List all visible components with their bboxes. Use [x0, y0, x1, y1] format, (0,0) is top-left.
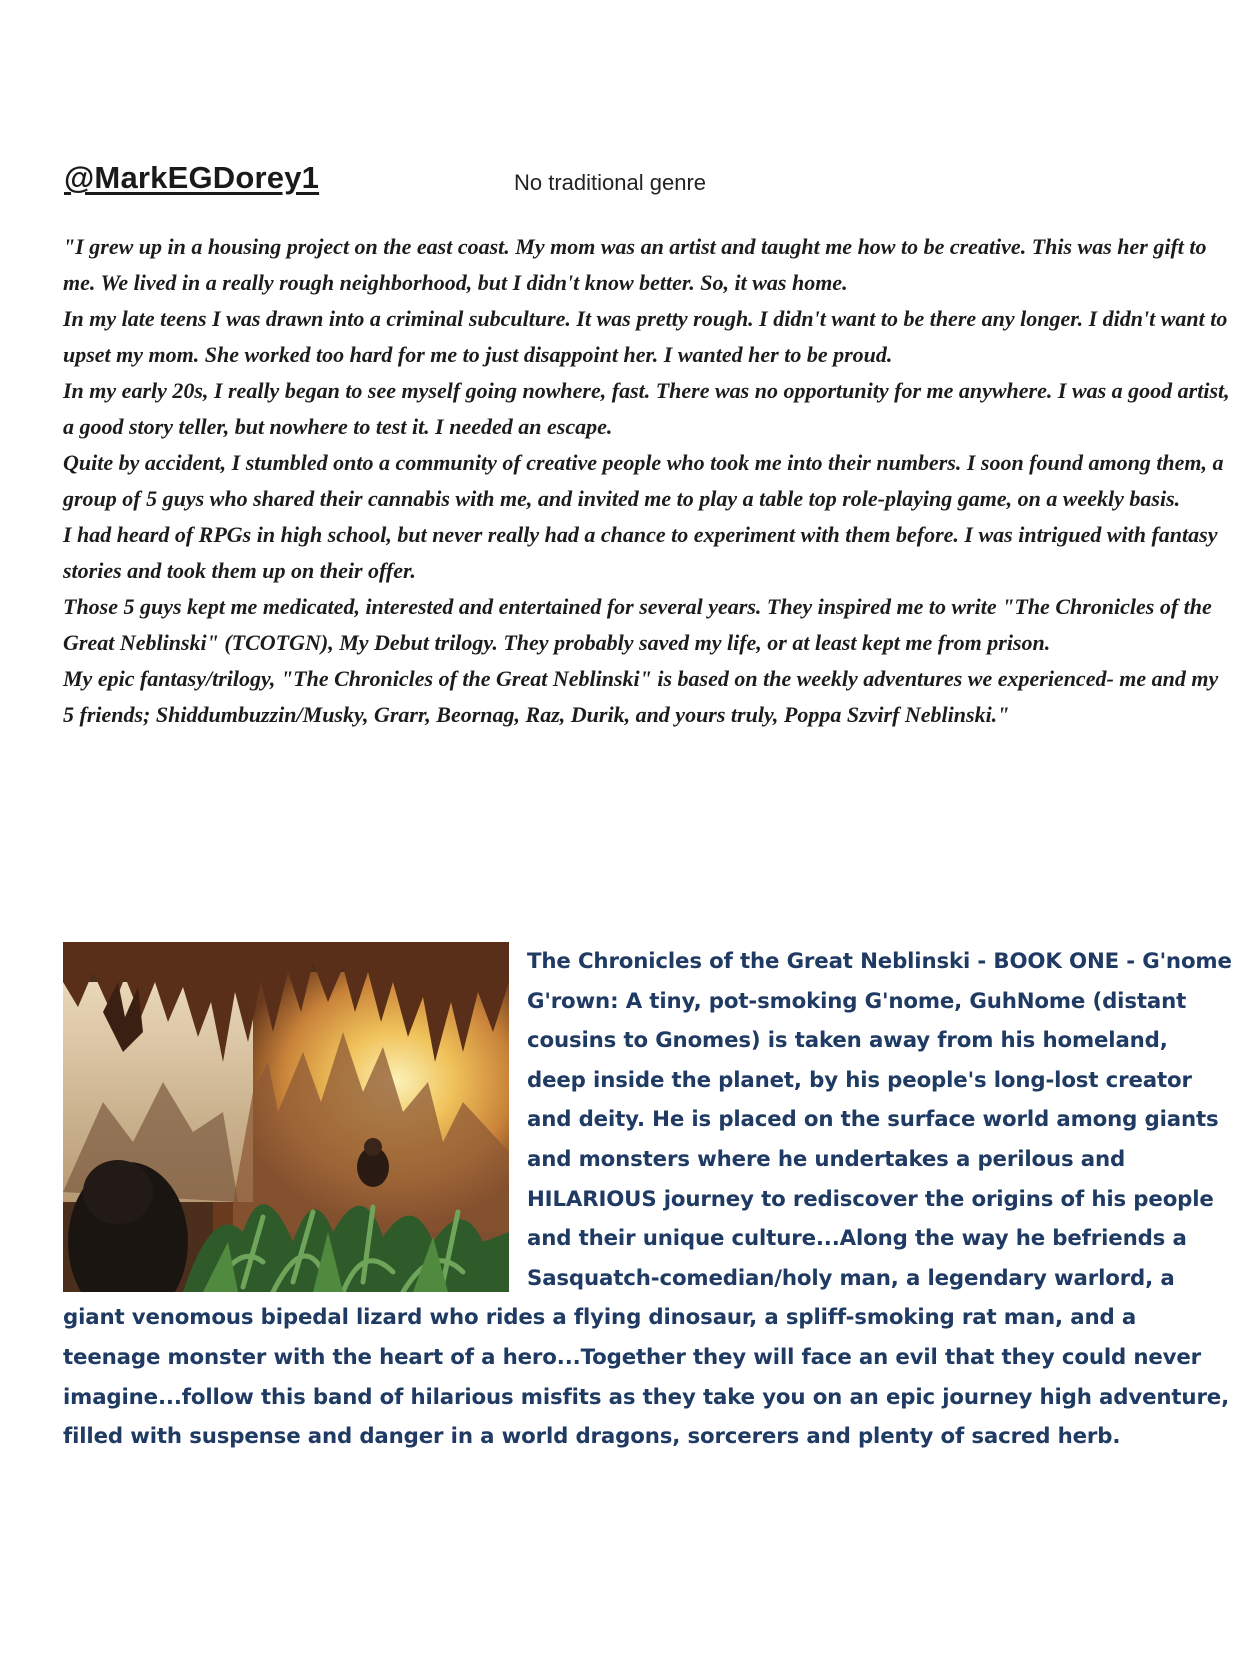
book-section — [63, 942, 1233, 1457]
quote-paragraph: "I grew up in a housing project on the east coast. My mom was an artist and taught me how to be creative. This was her gift to me. We lived in a really rough neighborhood, but I didn't know better. So, it was home. — [63, 234, 1207, 295]
genre-label: No traditional genre — [514, 170, 707, 195]
quote-paragraph: In my early 20s, I really began to see myself going nowhere, fast. There was no opportunity for me anywhere. I was a good artist, a good story teller, but nowhere to test it. I needed an escape. — [63, 378, 1230, 439]
cave-scene-image — [63, 942, 509, 1292]
quote-paragraph: My epic fantasy/trilogy, "The Chronicles of the Great Neblinski" is based on the weekly adventures we experienced- me and my 5 friends; Shiddumbuzzin/Musky, Grarr, Beornag, Raz, Durik, and yours truly, Poppa Szvirf Neblinski." — [63, 666, 1219, 727]
post-header — [64, 160, 1214, 210]
author-quote — [63, 229, 1231, 733]
book-blurb: The Chronicles of the Great Neblinski - BOOK ONE - G'nome G'rown: A tiny, pot-smoking G'nome, GuhNome (distant cousins to Gnomes) is taken away from his homeland, deep inside the planet, by his people's long-lost creator and deity. He is placed on the surface world among giants and monsters where he undertakes a perilous and HILARIOUS journey to rediscover the origins of his people and their unique culture...Along the way he befriends a Sasquatch-comedian/holy man, a legendary warlord, a giant venomous bipedal lizard who rides a flying dinosaur, a spliff-smoking rat man, and a teenage monster with the heart of a hero...Together they will face an evil that they could never imagine...follow this band of hilarious misfits as they take you on an epic journey high adventure, filled with suspense and danger in a world dragons, sorcerers and plenty of sacred herb. — [63, 949, 1232, 1450]
quote-paragraph: In my late teens I was drawn into a criminal subculture. It was pretty rough. I didn't want to be there any longer. I didn't want to upset my mom. She worked too hard for me to just disappoint her. I wanted her to be proud. — [63, 306, 1228, 367]
quote-paragraph: Quite by accident, I stumbled onto a community of creative people who took me into their numbers. I soon found among them, a group of 5 guys who shared their cannabis with me, and invited me to play a table top role-playing game, on a weekly basis. — [63, 450, 1224, 511]
quote-paragraph: Those 5 guys kept me medicated, interested and entertained for several years. They inspired me to write "The Chronicles of the Great Neblinski" (TCOTGN), My Debut trilogy. They probably saved my life, or at least kept me from prison. — [63, 594, 1212, 655]
book-cover-illustration — [63, 942, 509, 1292]
author-handle[interactable]: @MarkEGDorey1 — [64, 160, 320, 195]
quote-paragraph: I had heard of RPGs in high school, but never really had a chance to experiment with them before. I was intrigued with fantasy stories and took them up on their offer. — [63, 522, 1218, 583]
